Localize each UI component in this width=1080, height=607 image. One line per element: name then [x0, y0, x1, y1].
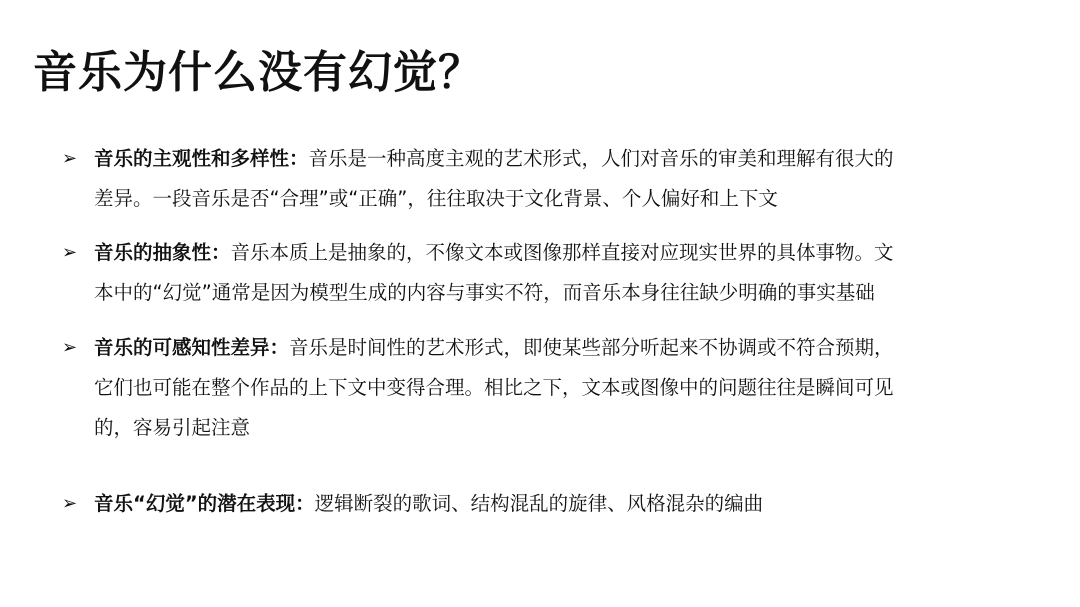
bullet-text [94, 484, 1022, 524]
bullet-line: 本中的“幻觉”通常是因为模型生成的内容与事实不符，而音乐本身往往缺少明确的事实基础 [94, 281, 875, 304]
bullet-line: 它们也可能在整个作品的上下文中变得合理。相比之下，文本或图像中的问题往往是瞬间可见 [94, 376, 894, 399]
bullet-abstraction [62, 233, 1022, 313]
bullet-line: 的，容易引起注意 [94, 416, 251, 439]
arrow-bullet-icon: ➢ [62, 337, 78, 358]
bullet-line: 音乐本质上是抽象的，不像文本或图像那样直接对应现实世界的具体事物。文 [230, 241, 894, 264]
bullet-line: 逻辑断裂的歌词、结构混乱的旋律、风格混杂的编曲 [314, 492, 764, 515]
bullet-heading: 音乐的抽象性： [94, 241, 231, 264]
bullet-manifestation [62, 484, 1022, 524]
bullet-heading: 音乐的可感知性差异： [94, 336, 290, 359]
arrow-bullet-icon: ➢ [62, 493, 78, 514]
bullet-line: 音乐是时间性的艺术形式，即使某些部分听起来不协调或不符合预期， [289, 336, 894, 359]
bullet-line: 音乐是一种高度主观的艺术形式，人们对音乐的审美和理解有很大的 [308, 147, 894, 170]
bullet-heading: 音乐“幻觉”的潜在表现： [94, 492, 315, 515]
arrow-bullet-icon: ➢ [62, 242, 78, 263]
slide-title: 音乐为什么没有幻觉？ [33, 47, 483, 99]
bullet-heading: 音乐的主观性和多样性： [94, 147, 309, 170]
arrow-bullet-icon: ➢ [62, 148, 78, 169]
bullet-subjectivity [62, 139, 1022, 219]
bullet-perceptibility [62, 328, 1022, 448]
bullet-line: 差异。一段音乐是否“合理”或“正确”，往往取决于文化背景、个人偏好和上下文 [94, 187, 778, 210]
bullet-text [94, 139, 1022, 219]
bullet-text [94, 328, 1022, 448]
bullet-text [94, 233, 1022, 313]
